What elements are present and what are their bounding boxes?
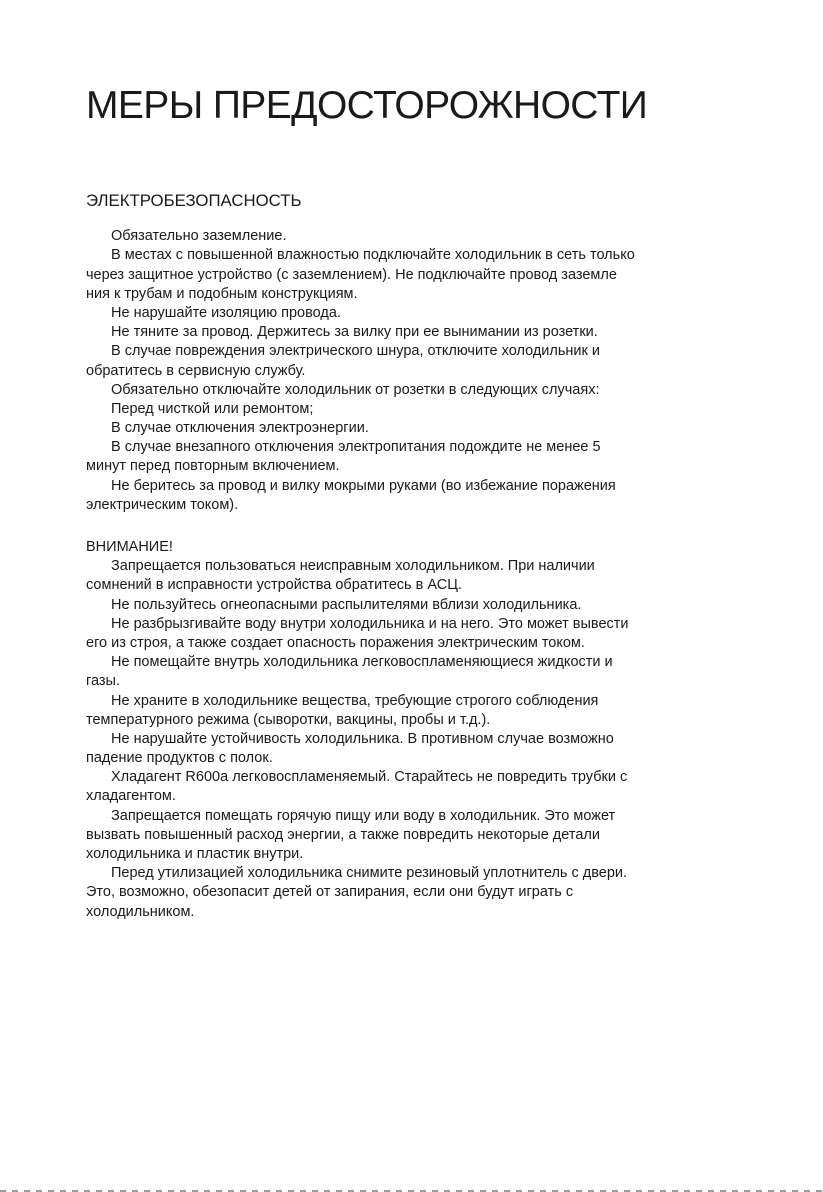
text-line: минут перед повторным включением. bbox=[86, 458, 340, 475]
text-line: Это, возможно, обезопасит детей от запирания, если они будут играть с bbox=[86, 884, 574, 901]
text-line: его из строя, а также создает опасность поражения электрическим током. bbox=[86, 634, 585, 651]
text-line: Не помещайте внутрь холодильника легковоспламеняющиеся жидкости и bbox=[111, 654, 613, 671]
text-line: газы. bbox=[86, 673, 120, 690]
text-line: Не тяните за провод. Держитесь за вилку при ее вынимании из розетки. bbox=[111, 324, 598, 341]
text-line: Не беритесь за провод и вилку мокрыми руками (во избежание поражения bbox=[111, 477, 616, 494]
section-heading: ВНИМАНИЕ! bbox=[86, 539, 173, 555]
text-line: В случае внезапного отключения электропитания подождите не менее 5 bbox=[111, 439, 601, 456]
text-line: Не нарушайте изоляцию провода. bbox=[111, 304, 341, 321]
text-line: Не разбрызгивайте воду внутри холодильника и на него. Это может вывести bbox=[111, 615, 629, 632]
text-line: Запрещается пользоваться неисправным холодильником. При наличии bbox=[111, 558, 595, 575]
section-body bbox=[86, 227, 696, 515]
text-line: температурного режима (сыворотки, вакцины, пробы и т.д.). bbox=[86, 711, 491, 728]
text-line: Перед чисткой или ремонтом; bbox=[111, 400, 314, 417]
text-line: сомнений в исправности устройства обратитесь в АСЦ. bbox=[86, 577, 462, 594]
text-line: Перед утилизацией холодильника снимите резиновый уплотнитель с двери. bbox=[111, 865, 628, 882]
text-line: Обязательно отключайте холодильник от розетки в следующих случаях: bbox=[111, 381, 600, 398]
section-body bbox=[86, 557, 696, 922]
text-line: В случае отключения электроэнергии. bbox=[111, 420, 369, 437]
text-line: электрическим током). bbox=[86, 496, 239, 513]
text-line: вызвать повышенный расход энергии, а также повредить некоторые детали bbox=[86, 826, 600, 843]
text-line: Запрещается помещать горячую пищу или воду в холодильник. Это может bbox=[111, 807, 616, 824]
text-line: Не пользуйтесь огнеопасными распылителями вблизи холодильника. bbox=[111, 596, 582, 613]
text-line: падение продуктов с полок. bbox=[86, 750, 273, 767]
section-warning bbox=[86, 538, 696, 922]
text-line: холодильника и пластик внутри. bbox=[86, 846, 304, 863]
text-line: холодильником. bbox=[86, 903, 195, 920]
text-line: хладагентом. bbox=[86, 788, 176, 805]
text-line: ния к трубам и подобным конструкциям. bbox=[86, 285, 358, 302]
text-line: через защитное устройство (с заземлением). Не подключайте провод заземле bbox=[86, 266, 617, 283]
page-title: МЕРЫ ПРЕДОСТОРОЖНОСТИ bbox=[86, 84, 648, 127]
section-heading: ЭЛЕКТРОБЕЗОПАСНОСТЬ bbox=[86, 191, 302, 210]
text-line: обратитесь в сервисную службу. bbox=[86, 362, 306, 379]
text-line: Не нарушайте устойчивость холодильника. В противном случае возможно bbox=[111, 730, 614, 747]
text-line: Хладагент R600a легковоспламеняемый. Старайтесь не повредить трубки с bbox=[111, 769, 628, 786]
text-line: В местах с повышенной влажностью подключайте холодильник в сеть только bbox=[111, 247, 635, 264]
text-line: Обязательно заземление. bbox=[111, 228, 287, 245]
text-line: В случае повреждения электрического шнура, отключите холодильник и bbox=[111, 343, 600, 360]
section-electrical-safety bbox=[86, 191, 696, 515]
text-line: Не храните в холодильнике вещества, требующие строгого соблюдения bbox=[111, 692, 599, 709]
